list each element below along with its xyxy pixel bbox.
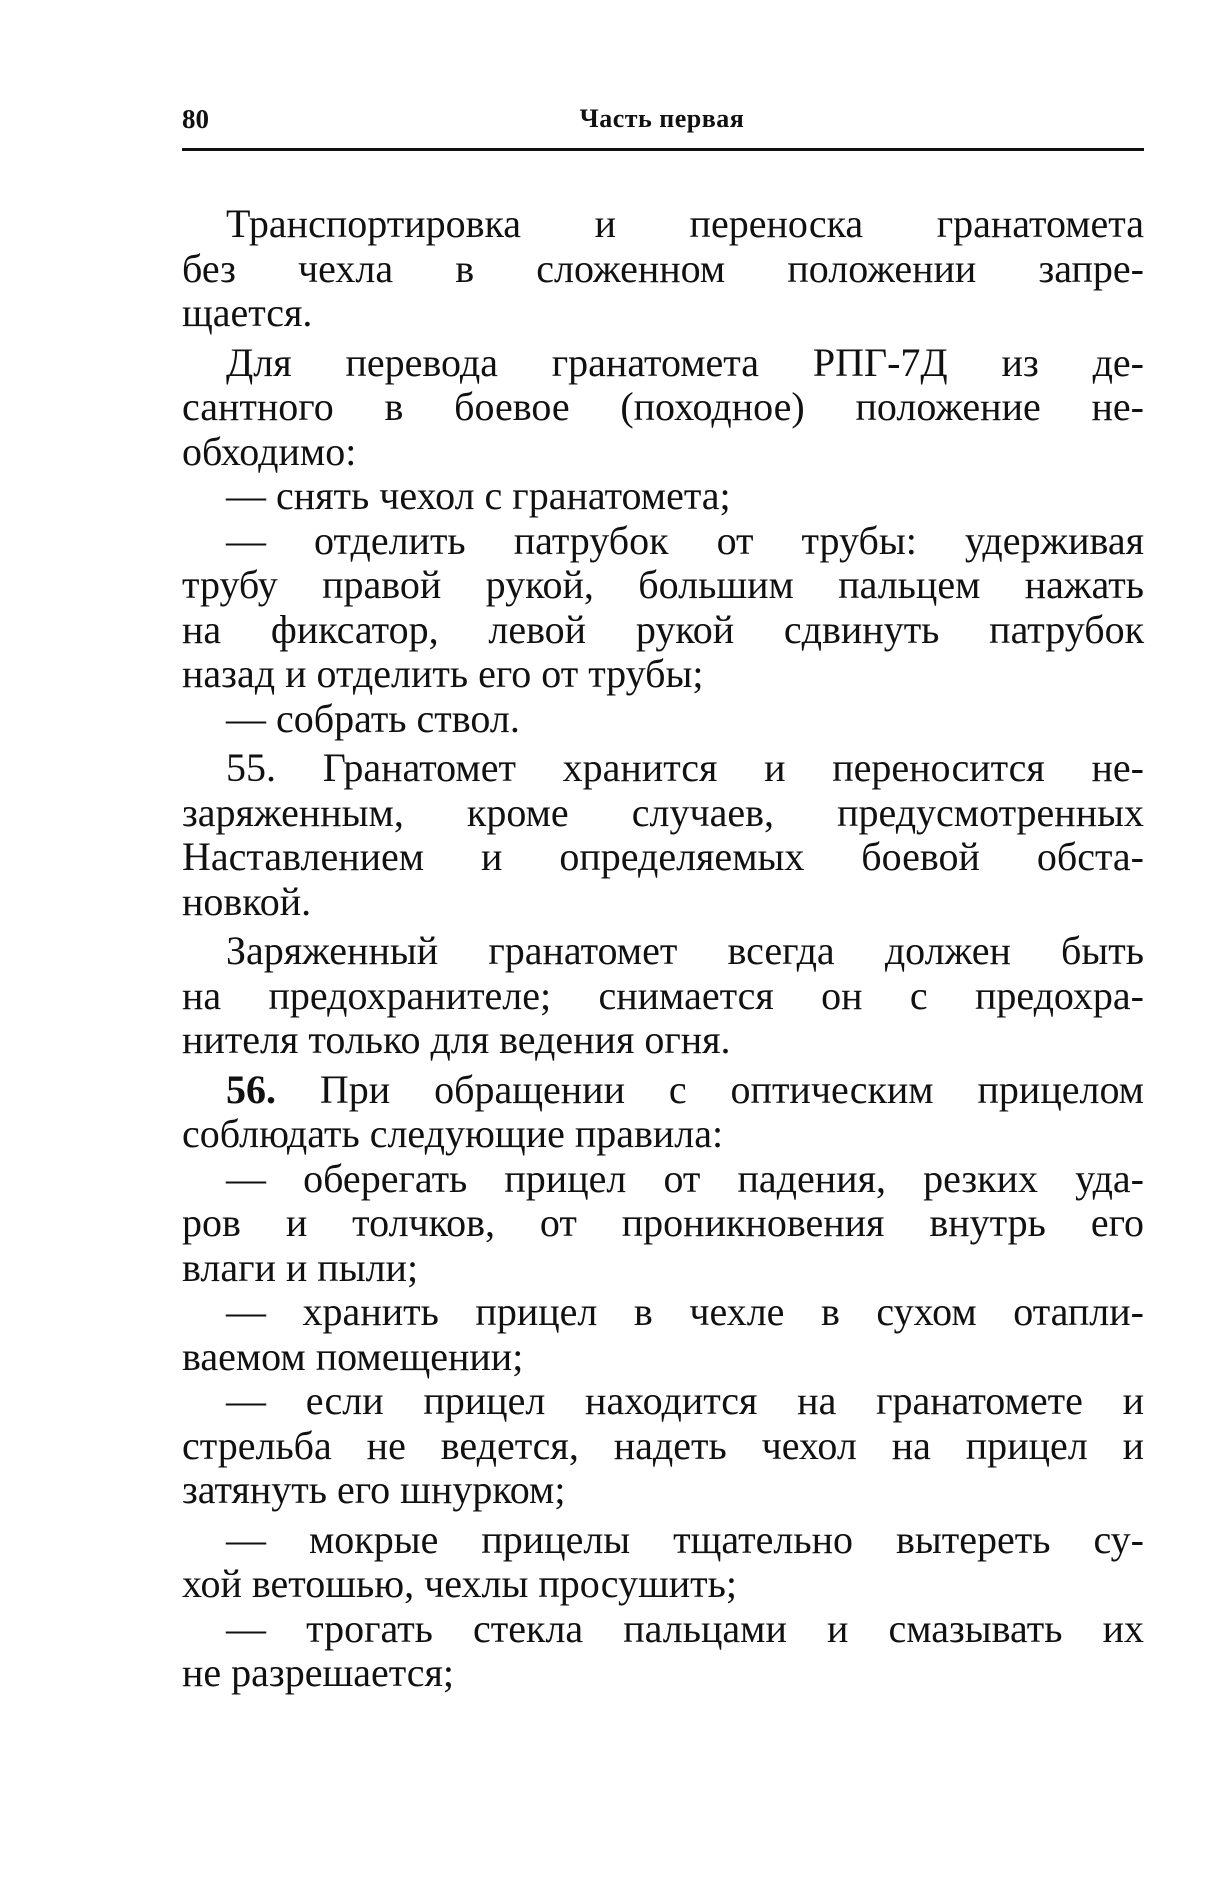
- page-header: [182, 104, 1142, 146]
- header-rule: [182, 148, 1144, 151]
- section-text: При обращении с оптическим прицелом: [319, 1066, 1144, 1112]
- text-line: Наставлением и определяемых боевой обста-: [182, 834, 1144, 879]
- text-line: — трогать стекла пальцами и смазывать их: [226, 1605, 1144, 1651]
- page-number: 80: [182, 104, 209, 134]
- text-line: на фиксатор, левой рукой сдвинуть патрубок: [182, 606, 1144, 652]
- running-head: Часть первая: [579, 104, 745, 133]
- text-line: назад и отделить его от трубы;: [182, 651, 704, 696]
- text-line: на предохранителе; снимается он с предохра-: [182, 972, 1144, 1018]
- text-line: Заряженный гранатомет всегда должен быть: [226, 928, 1144, 973]
- text-line: ров и толчков, от проникновения внутрь его: [182, 1200, 1144, 1245]
- text-line: сантного в боевое (походное) положение не-: [182, 384, 1144, 429]
- text-line: новкой.: [182, 878, 312, 924]
- text-line: — оберегать прицел от падения, резких уда-: [226, 1155, 1144, 1201]
- text-line: — собрать ствол.: [226, 695, 520, 741]
- text-line: стрельба не ведется, надеть чехол на прицел и: [182, 1422, 1144, 1468]
- text-line: заряженным, кроме случаев, предусмотренных: [182, 789, 1144, 835]
- text-line: нителя только для ведения огня.: [182, 1017, 731, 1062]
- text-line: щается.: [182, 290, 313, 335]
- text-line: — отделить патрубок от трубы: удерживая: [226, 517, 1144, 563]
- text-line: трубу правой рукой, большим пальцем нажать: [182, 562, 1144, 607]
- text-line: хой ветошью, чехлы просушить;: [182, 1561, 738, 1606]
- text-line: Транспортировка и переноска гранатомета: [226, 201, 1144, 246]
- text-line: затянуть его шнурком;: [182, 1467, 566, 1512]
- section-number: 56.: [226, 1066, 276, 1112]
- text-line: — если прицел находится на гранатомете и: [226, 1378, 1144, 1423]
- text-line: ваемом помещении;: [182, 1333, 524, 1379]
- body-text: [182, 202, 1144, 1696]
- text-line: обходимо:: [182, 428, 357, 474]
- text-line: — мокрые прицелы тщательно вытереть су-: [226, 1516, 1144, 1562]
- text-line: влаги и пыли;: [182, 1244, 419, 1290]
- text-line: соблюдать следующие правила:: [182, 1111, 724, 1156]
- text-line: 55. Гранатомет хранится и переносится не-: [226, 745, 1144, 790]
- text-line: — снять чехол с гранатомета;: [226, 473, 731, 518]
- text-line: — хранить прицел в чехле в сухом отапли-: [226, 1289, 1144, 1334]
- text-line: [182, 1068, 1144, 1113]
- text-line: Для перевода гранатомета РПГ-7Д из де-: [226, 339, 1144, 385]
- text-line: не разрешается;: [182, 1650, 455, 1695]
- text-line: без чехла в сложенном положении запре-: [182, 245, 1144, 291]
